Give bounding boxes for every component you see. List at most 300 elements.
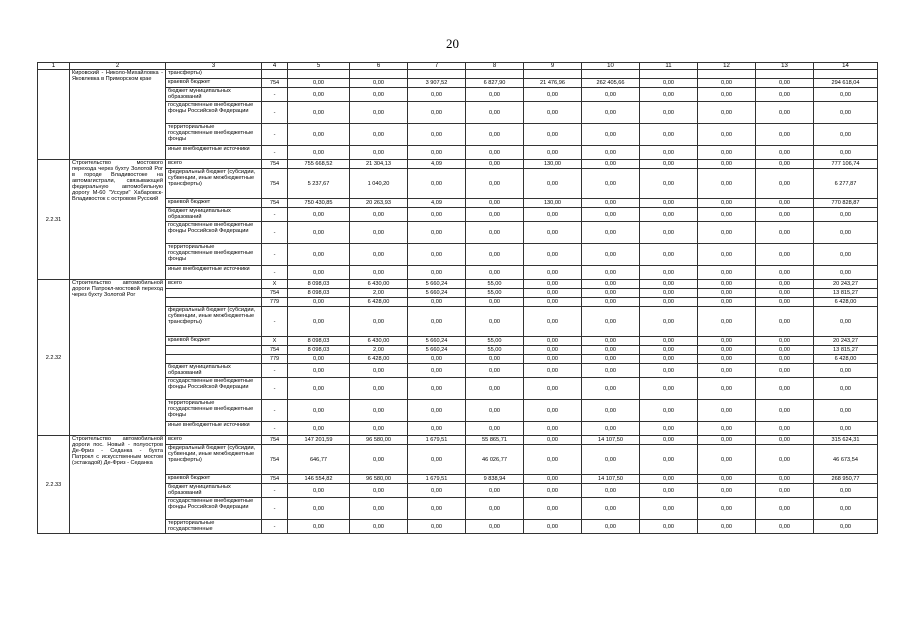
amount-cell: 0,00 xyxy=(466,222,524,244)
column-number: 10 xyxy=(582,63,640,70)
budget-code: 754 xyxy=(262,289,288,298)
column-number: 12 xyxy=(698,63,756,70)
amount-cell: 0,00 xyxy=(466,364,524,378)
budget-code: - xyxy=(262,400,288,422)
amount-cell xyxy=(524,70,582,79)
funding-source: территориальные государственные внебюджетные фонды xyxy=(166,124,262,146)
amount-cell: 0,00 xyxy=(698,244,756,266)
amount-cell: 0,00 xyxy=(640,289,698,298)
amount-cell: 0,00 xyxy=(640,520,698,534)
amount-cell: 0,00 xyxy=(466,169,524,199)
amount-cell: 0,00 xyxy=(408,484,466,498)
amount-cell: 0,00 xyxy=(466,422,524,436)
amount-cell: 0,00 xyxy=(408,102,466,124)
budget-table xyxy=(37,62,878,534)
amount-cell: 0,00 xyxy=(756,88,814,102)
amount-cell: 0,00 xyxy=(524,445,582,475)
amount-cell: 755 668,52 xyxy=(288,160,350,169)
budget-code: - xyxy=(262,146,288,160)
amount-cell: 0,00 xyxy=(756,289,814,298)
amount-cell: 770 828,87 xyxy=(814,199,878,208)
budget-code: - xyxy=(262,498,288,520)
column-number: 9 xyxy=(524,63,582,70)
amount-cell: 55,00 xyxy=(466,289,524,298)
column-number: 13 xyxy=(756,63,814,70)
amount-cell: 0,00 xyxy=(756,436,814,445)
amount-cell: 0,00 xyxy=(288,355,350,364)
amount-cell: 0,00 xyxy=(640,124,698,146)
funding-source: бюджет муниципальных образований xyxy=(166,484,262,498)
amount-cell: 8 098,03 xyxy=(288,346,350,355)
amount-cell: 6 428,00 xyxy=(814,355,878,364)
funding-source: краевой бюджет xyxy=(166,199,262,208)
amount-cell: 96 580,00 xyxy=(350,436,408,445)
amount-cell: 0,00 xyxy=(582,307,640,337)
amount-cell: 6 428,00 xyxy=(814,298,878,307)
amount-cell: 0,00 xyxy=(350,124,408,146)
funding-source: трансферты) xyxy=(166,70,262,79)
amount-cell: 0,00 xyxy=(582,378,640,400)
project-name: Строительство мостового перехода через бухту Золотой Рог в городе Владивостоке на автомагистрали, связывающей федеральную автомобильную дорогу М-60 "Уссури" Хабаровск-Владивосток с островом Русский xyxy=(70,160,166,280)
amount-cell: 0,00 xyxy=(640,307,698,337)
amount-cell: 0,00 xyxy=(408,422,466,436)
amount-cell: 0,00 xyxy=(408,520,466,534)
amount-cell: 0,00 xyxy=(466,378,524,400)
amount-cell: 0,00 xyxy=(640,79,698,88)
column-number: 8 xyxy=(466,63,524,70)
amount-cell: 0,00 xyxy=(524,436,582,445)
budget-code: - xyxy=(262,266,288,280)
amount-cell: 6 430,00 xyxy=(350,280,408,289)
amount-cell: 0,00 xyxy=(582,355,640,364)
budget-code: 754 xyxy=(262,436,288,445)
amount-cell: 0,00 xyxy=(698,199,756,208)
amount-cell: 0,00 xyxy=(288,484,350,498)
amount-cell: 0,00 xyxy=(288,378,350,400)
budget-code xyxy=(262,70,288,79)
amount-cell: 0,00 xyxy=(350,79,408,88)
amount-cell: 0,00 xyxy=(288,307,350,337)
amount-cell: 4,09 xyxy=(408,199,466,208)
amount-cell: 0,00 xyxy=(698,400,756,422)
amount-cell: 0,00 xyxy=(698,124,756,146)
amount-cell: 646,77 xyxy=(288,445,350,475)
amount-cell: 0,00 xyxy=(640,364,698,378)
amount-cell xyxy=(408,70,466,79)
amount-cell: 0,00 xyxy=(698,102,756,124)
budget-code: 754 xyxy=(262,79,288,88)
amount-cell: 0,00 xyxy=(640,298,698,307)
amount-cell: 0,00 xyxy=(698,498,756,520)
amount-cell: 0,00 xyxy=(756,199,814,208)
amount-cell: 0,00 xyxy=(408,355,466,364)
amount-cell: 0,00 xyxy=(756,244,814,266)
budget-code: - xyxy=(262,222,288,244)
amount-cell: 0,00 xyxy=(698,445,756,475)
amount-cell: 0,00 xyxy=(288,102,350,124)
column-number: 7 xyxy=(408,63,466,70)
budget-table-body xyxy=(38,63,878,534)
amount-cell: 0,00 xyxy=(756,222,814,244)
amount-cell: 147 201,59 xyxy=(288,436,350,445)
amount-cell: 0,00 xyxy=(582,400,640,422)
amount-cell: 0,00 xyxy=(698,298,756,307)
amount-cell: 777 106,74 xyxy=(814,160,878,169)
amount-cell: 0,00 xyxy=(756,422,814,436)
project-name: Кировский - Николо-Михайловка - Яковлевка в Приморском крае xyxy=(70,70,166,160)
amount-cell: 0,00 xyxy=(582,445,640,475)
amount-cell: 55,00 xyxy=(466,346,524,355)
amount-cell: 0,00 xyxy=(288,88,350,102)
amount-cell: 294 618,04 xyxy=(814,79,878,88)
amount-cell: 0,00 xyxy=(288,422,350,436)
amount-cell: 0,00 xyxy=(466,208,524,222)
amount-cell: 0,00 xyxy=(466,498,524,520)
amount-cell: 0,00 xyxy=(408,266,466,280)
amount-cell: 0,00 xyxy=(524,307,582,337)
amount-cell: 0,00 xyxy=(640,355,698,364)
amount-cell: 0,00 xyxy=(288,124,350,146)
amount-cell: 0,00 xyxy=(408,298,466,307)
amount-cell: 130,00 xyxy=(524,199,582,208)
amount-cell: 55 865,71 xyxy=(466,436,524,445)
amount-cell: 0,00 xyxy=(466,484,524,498)
amount-cell: 0,00 xyxy=(524,244,582,266)
budget-code: - xyxy=(262,102,288,124)
amount-cell: 55,00 xyxy=(466,280,524,289)
amount-cell: 0,00 xyxy=(466,146,524,160)
amount-cell: 0,00 xyxy=(756,484,814,498)
amount-cell: 0,00 xyxy=(640,222,698,244)
amount-cell: 1 040,20 xyxy=(350,169,408,199)
amount-cell: 0,00 xyxy=(756,146,814,160)
amount-cell: 46 026,77 xyxy=(466,445,524,475)
item-code: 2.2.33 xyxy=(38,436,70,534)
budget-code: - xyxy=(262,208,288,222)
amount-cell: 130,00 xyxy=(524,160,582,169)
amount-cell: 0,00 xyxy=(350,498,408,520)
funding-source: бюджет муниципальных образований xyxy=(166,208,262,222)
amount-cell: 0,00 xyxy=(408,222,466,244)
budget-code: - xyxy=(262,124,288,146)
amount-cell: 0,00 xyxy=(582,266,640,280)
funding-source xyxy=(166,289,262,298)
amount-cell: 1 679,51 xyxy=(408,436,466,445)
funding-source: иные внебюджетные источники xyxy=(166,266,262,280)
amount-cell: 0,00 xyxy=(524,400,582,422)
funding-source: краевой бюджет xyxy=(166,337,262,346)
amount-cell: 20 263,93 xyxy=(350,199,408,208)
amount-cell: 0,00 xyxy=(756,266,814,280)
funding-source: бюджет муниципальных образований xyxy=(166,364,262,378)
amount-cell: 0,00 xyxy=(350,88,408,102)
budget-code: 779 xyxy=(262,298,288,307)
amount-cell: 0,00 xyxy=(524,298,582,307)
amount-cell: 262 405,66 xyxy=(582,79,640,88)
amount-cell: 0,00 xyxy=(350,222,408,244)
amount-cell: 0,00 xyxy=(350,102,408,124)
amount-cell: 0,00 xyxy=(524,378,582,400)
amount-cell: 0,00 xyxy=(582,124,640,146)
amount-cell: 0,00 xyxy=(350,244,408,266)
amount-cell: 3 907,52 xyxy=(408,79,466,88)
amount-cell: 0,00 xyxy=(582,289,640,298)
amount-cell: 0,00 xyxy=(698,520,756,534)
amount-cell: 0,00 xyxy=(524,355,582,364)
amount-cell: 0,00 xyxy=(466,124,524,146)
amount-cell: 0,00 xyxy=(466,266,524,280)
column-number: 1 xyxy=(38,63,70,70)
amount-cell: 46 673,54 xyxy=(814,445,878,475)
funding-source: иные внебюджетные источники xyxy=(166,146,262,160)
amount-cell: 0,00 xyxy=(756,124,814,146)
budget-code: 754 xyxy=(262,475,288,484)
amount-cell: 0,00 xyxy=(466,298,524,307)
amount-cell: 0,00 xyxy=(756,355,814,364)
table-row xyxy=(38,280,878,289)
amount-cell: 0,00 xyxy=(756,520,814,534)
amount-cell: 0,00 xyxy=(814,88,878,102)
budget-code: - xyxy=(262,422,288,436)
amount-cell: 0,00 xyxy=(466,307,524,337)
amount-cell: 0,00 xyxy=(524,280,582,289)
amount-cell: 0,00 xyxy=(698,307,756,337)
budget-code: 754 xyxy=(262,169,288,199)
funding-source: федеральный бюджет (субсидии, субвенции, иные межбюджетные трансферты) xyxy=(166,445,262,475)
amount-cell: 0,00 xyxy=(640,244,698,266)
amount-cell: 0,00 xyxy=(288,520,350,534)
amount-cell: 0,00 xyxy=(582,364,640,378)
funding-source: всего xyxy=(166,436,262,445)
column-number: 6 xyxy=(350,63,408,70)
amount-cell: 0,00 xyxy=(350,307,408,337)
amount-cell: 0,00 xyxy=(756,208,814,222)
amount-cell: 0,00 xyxy=(582,199,640,208)
amount-cell: 0,00 xyxy=(698,280,756,289)
amount-cell: 4,09 xyxy=(408,160,466,169)
funding-source: территориальные государственные xyxy=(166,520,262,534)
amount-cell: 0,00 xyxy=(408,146,466,160)
amount-cell: 0,00 xyxy=(582,222,640,244)
amount-cell: 5 237,67 xyxy=(288,169,350,199)
amount-cell: 20 243,27 xyxy=(814,337,878,346)
funding-source: государственные внебюджетные фонды Российской Федерации xyxy=(166,498,262,520)
column-number: 14 xyxy=(814,63,878,70)
amount-cell: 0,00 xyxy=(698,337,756,346)
amount-cell: 0,00 xyxy=(814,146,878,160)
amount-cell: 55,00 xyxy=(466,337,524,346)
amount-cell: 0,00 xyxy=(698,355,756,364)
amount-cell: 0,00 xyxy=(350,364,408,378)
amount-cell: 0,00 xyxy=(640,280,698,289)
amount-cell: 0,00 xyxy=(640,208,698,222)
amount-cell: 0,00 xyxy=(756,498,814,520)
amount-cell: 0,00 xyxy=(524,266,582,280)
amount-cell: 0,00 xyxy=(524,289,582,298)
amount-cell: 0,00 xyxy=(756,169,814,199)
amount-cell: 0,00 xyxy=(756,160,814,169)
amount-cell: 21 476,96 xyxy=(524,79,582,88)
amount-cell: 0,00 xyxy=(524,88,582,102)
amount-cell: 0,00 xyxy=(524,124,582,146)
budget-code: 754 xyxy=(262,445,288,475)
amount-cell: 0,00 xyxy=(698,88,756,102)
amount-cell: 0,00 xyxy=(698,222,756,244)
amount-cell: 13 815,27 xyxy=(814,289,878,298)
table-row xyxy=(38,436,878,445)
column-number: 3 xyxy=(166,63,262,70)
amount-cell: 0,00 xyxy=(350,484,408,498)
item-code: 2.2.31 xyxy=(38,160,70,280)
amount-cell: 0,00 xyxy=(350,422,408,436)
column-number: 11 xyxy=(640,63,698,70)
amount-cell: 0,00 xyxy=(408,498,466,520)
amount-cell: 0,00 xyxy=(524,346,582,355)
amount-cell: 0,00 xyxy=(640,199,698,208)
amount-cell: 0,00 xyxy=(582,160,640,169)
amount-cell: 0,00 xyxy=(582,346,640,355)
amount-cell xyxy=(698,70,756,79)
amount-cell: 0,00 xyxy=(582,88,640,102)
amount-cell: 0,00 xyxy=(350,208,408,222)
amount-cell: 0,00 xyxy=(756,400,814,422)
funding-source: государственные внебюджетные фонды Российской Федерации xyxy=(166,378,262,400)
amount-cell: 0,00 xyxy=(814,102,878,124)
amount-cell: 0,00 xyxy=(814,266,878,280)
budget-code: 779 xyxy=(262,355,288,364)
table-row xyxy=(38,70,878,79)
funding-source: территориальные государственные внебюджетные фонды xyxy=(166,244,262,266)
amount-cell: 20 243,27 xyxy=(814,280,878,289)
funding-source: всего xyxy=(166,160,262,169)
amount-cell: 0,00 xyxy=(408,378,466,400)
amount-cell: 0,00 xyxy=(582,337,640,346)
amount-cell: 0,00 xyxy=(524,475,582,484)
budget-code: - xyxy=(262,378,288,400)
amount-cell: 8 098,03 xyxy=(288,337,350,346)
amount-cell: 0,00 xyxy=(814,364,878,378)
amount-cell: 0,00 xyxy=(698,346,756,355)
amount-cell: 6 428,00 xyxy=(350,298,408,307)
amount-cell: 0,00 xyxy=(698,146,756,160)
amount-cell: 5 660,24 xyxy=(408,280,466,289)
column-numbers-row xyxy=(38,63,878,70)
amount-cell: 0,00 xyxy=(698,475,756,484)
amount-cell: 0,00 xyxy=(582,102,640,124)
amount-cell: 268 950,77 xyxy=(814,475,878,484)
amount-cell: 8 098,03 xyxy=(288,289,350,298)
amount-cell: 0,00 xyxy=(698,364,756,378)
amount-cell: 0,00 xyxy=(288,498,350,520)
amount-cell: 0,00 xyxy=(640,422,698,436)
amount-cell: 0,00 xyxy=(640,169,698,199)
amount-cell: 0,00 xyxy=(288,364,350,378)
amount-cell: 0,00 xyxy=(408,88,466,102)
amount-cell: 0,00 xyxy=(756,337,814,346)
funding-source: бюджет муниципальных образований xyxy=(166,88,262,102)
amount-cell xyxy=(466,70,524,79)
amount-cell: 0,00 xyxy=(582,146,640,160)
amount-cell: 0,00 xyxy=(288,146,350,160)
funding-source: государственные внебюджетные фонды Российской Федерации xyxy=(166,102,262,124)
amount-cell: 0,00 xyxy=(408,307,466,337)
funding-source: иные внебюджетные источники xyxy=(166,422,262,436)
amount-cell: 0,00 xyxy=(288,244,350,266)
amount-cell: 0,00 xyxy=(350,520,408,534)
amount-cell: 0,00 xyxy=(756,378,814,400)
amount-cell: 0,00 xyxy=(408,400,466,422)
amount-cell: 0,00 xyxy=(756,298,814,307)
amount-cell: 0,00 xyxy=(288,208,350,222)
amount-cell: 0,00 xyxy=(814,422,878,436)
amount-cell: 0,00 xyxy=(408,364,466,378)
amount-cell: 14 107,50 xyxy=(582,436,640,445)
funding-source xyxy=(166,298,262,307)
amount-cell: 6 827,90 xyxy=(466,79,524,88)
amount-cell: 0,00 xyxy=(640,346,698,355)
amount-cell: 0,00 xyxy=(350,146,408,160)
amount-cell: 0,00 xyxy=(288,79,350,88)
amount-cell xyxy=(756,70,814,79)
amount-cell: 0,00 xyxy=(524,520,582,534)
column-number: 4 xyxy=(262,63,288,70)
amount-cell: 0,00 xyxy=(524,102,582,124)
amount-cell: 0,00 xyxy=(640,475,698,484)
amount-cell: 0,00 xyxy=(350,378,408,400)
amount-cell xyxy=(640,70,698,79)
amount-cell: 0,00 xyxy=(466,520,524,534)
amount-cell: 21 304,13 xyxy=(350,160,408,169)
budget-code: 754 xyxy=(262,160,288,169)
project-name: Строительство автомобильной дороги пос. Новый - полуостров Де-Фриз - Седанка - бухта Патрокл с искусственным мостом (эстакадой) Де-Фриз - Седанка xyxy=(70,436,166,534)
amount-cell: 0,00 xyxy=(640,436,698,445)
amount-cell: 0,00 xyxy=(524,364,582,378)
amount-cell: 0,00 xyxy=(582,169,640,199)
budget-code: - xyxy=(262,88,288,102)
amount-cell: 0,00 xyxy=(756,364,814,378)
amount-cell: 0,00 xyxy=(756,445,814,475)
amount-cell: 0,00 xyxy=(640,378,698,400)
funding-source: краевой бюджет xyxy=(166,475,262,484)
amount-cell: 0,00 xyxy=(814,400,878,422)
amount-cell: 13 815,27 xyxy=(814,346,878,355)
amount-cell: 0,00 xyxy=(640,88,698,102)
amount-cell: 0,00 xyxy=(698,160,756,169)
amount-cell: 0,00 xyxy=(288,266,350,280)
amount-cell: 0,00 xyxy=(582,280,640,289)
amount-cell: 0,00 xyxy=(698,266,756,280)
amount-cell: 0,00 xyxy=(466,244,524,266)
amount-cell: 0,00 xyxy=(698,208,756,222)
amount-cell: 0,00 xyxy=(756,79,814,88)
budget-code: Х xyxy=(262,337,288,346)
amount-cell: 0,00 xyxy=(640,146,698,160)
amount-cell: 2,00 xyxy=(350,346,408,355)
amount-cell: 0,00 xyxy=(288,298,350,307)
budget-code: - xyxy=(262,244,288,266)
amount-cell: 5 660,24 xyxy=(408,289,466,298)
amount-cell: 0,00 xyxy=(814,378,878,400)
amount-cell: 5 660,24 xyxy=(408,346,466,355)
amount-cell: 0,00 xyxy=(814,520,878,534)
amount-cell: 0,00 xyxy=(814,208,878,222)
column-number: 5 xyxy=(288,63,350,70)
amount-cell: 0,00 xyxy=(640,445,698,475)
amount-cell: 0,00 xyxy=(408,445,466,475)
amount-cell: 0,00 xyxy=(524,484,582,498)
amount-cell: 0,00 xyxy=(582,298,640,307)
funding-source: краевой бюджет xyxy=(166,79,262,88)
